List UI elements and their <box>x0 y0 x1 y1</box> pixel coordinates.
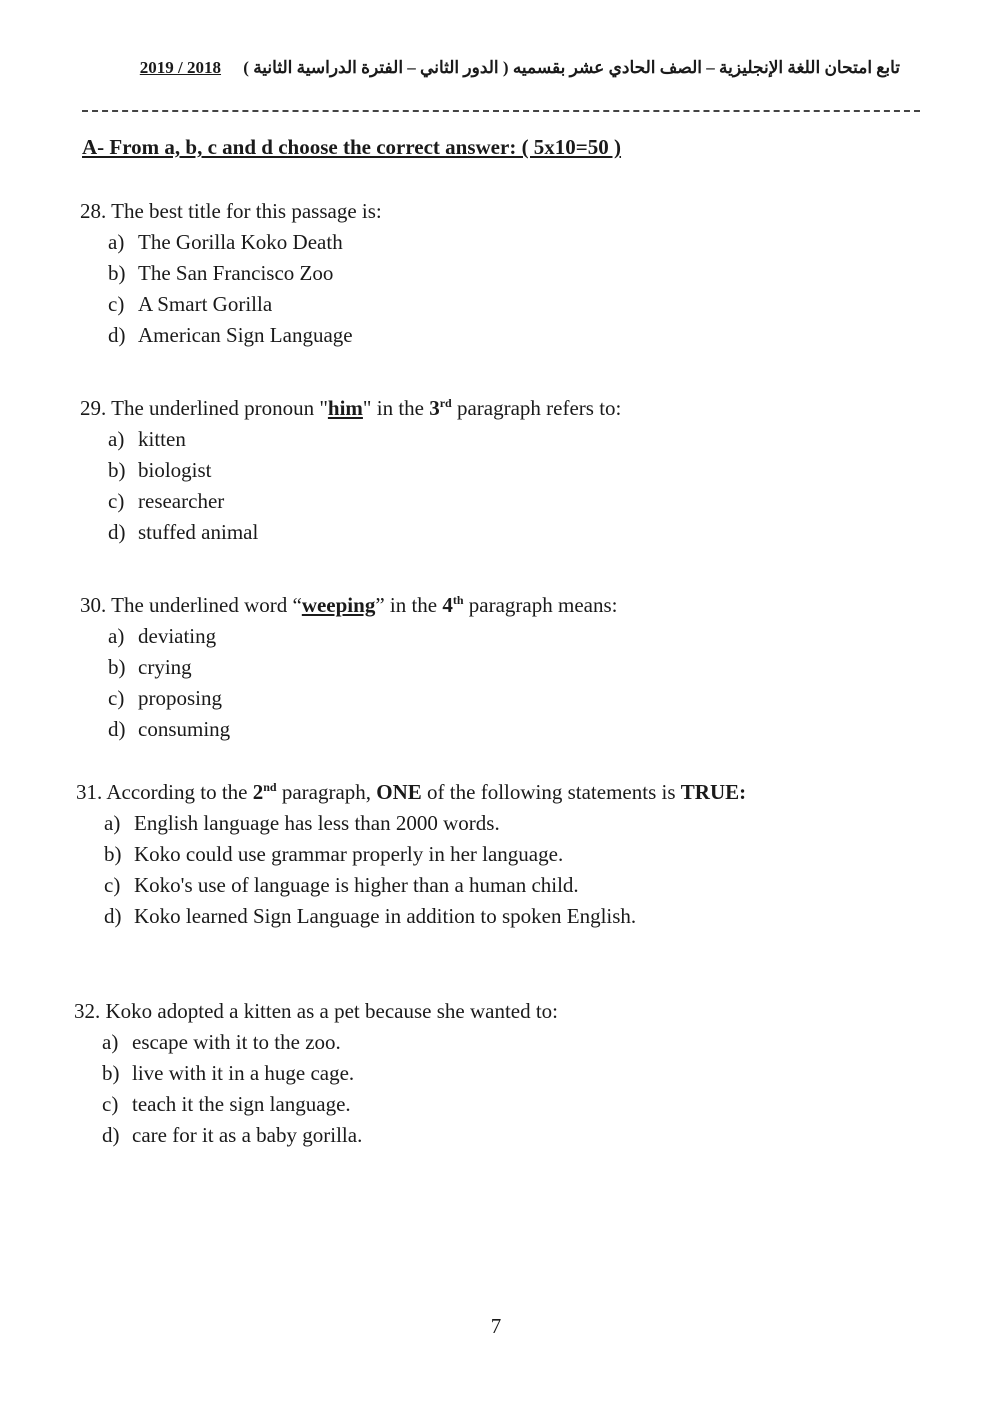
option-d: d) Koko learned Sign Language in addition to spoken English. <box>104 904 637 928</box>
question-stem: 30. The underlined word “weeping” in the 4th paragraph means: <box>80 593 618 617</box>
question-number: 32. <box>74 999 101 1023</box>
option-b: b) The San Francisco Zoo <box>108 261 334 285</box>
question-stem: 28. The best title for this passage is: <box>80 199 382 223</box>
option-a: a) The Gorilla Koko Death <box>108 230 343 254</box>
question-29 <box>80 393 621 548</box>
option-c: c) Koko's use of language is higher than a human child. <box>104 873 579 897</box>
option-d: d) stuffed animal <box>108 520 259 544</box>
question-number: 31. <box>76 780 103 804</box>
question-number: 30. <box>80 593 107 617</box>
option-a: a) kitten <box>108 427 186 451</box>
question-32 <box>74 996 558 1151</box>
section-title: A- From a, b, c and d choose the correct answer: ( 5x10=50 ) <box>82 135 622 159</box>
option-b: b) live with it in a huge cage. <box>102 1061 355 1085</box>
option-a: a) English language has less than 2000 words. <box>104 811 500 835</box>
option-b: b) Koko could use grammar properly in her language. <box>104 842 564 866</box>
header-arabic-title: تابع امتحان اللغة الإنجليزية – الصف الحادي عشر بقسميه ( الدور الثاني – الفترة الدراسية الثانية ) <box>243 58 900 77</box>
option-c: c) proposing <box>108 686 222 710</box>
question-number: 28. <box>80 199 107 223</box>
options-list <box>80 424 621 548</box>
question-number: 29. <box>80 396 107 420</box>
option-a: a) escape with it to the zoo. <box>102 1030 341 1054</box>
question-28 <box>80 196 382 351</box>
option-a: a) deviating <box>108 624 217 648</box>
option-d: d) American Sign Language <box>108 323 353 347</box>
exam-header <box>120 58 900 78</box>
question-stem: 32. Koko adopted a kitten as a pet because she wanted to: <box>74 999 559 1023</box>
options-list <box>80 227 382 351</box>
underlined-keyword: weeping <box>301 593 376 617</box>
question-30 <box>80 590 617 745</box>
options-list <box>76 808 746 932</box>
question-31 <box>76 777 746 932</box>
question-stem: 31. According to the 2nd paragraph, ONE of the following statements is TRUE: <box>76 780 747 804</box>
header-divider <box>82 110 920 112</box>
options-list <box>80 621 617 745</box>
option-d: d) care for it as a baby gorilla. <box>102 1123 363 1147</box>
page-number: 7 <box>490 1314 502 1338</box>
option-c: c) researcher <box>108 489 225 513</box>
option-d: d) consuming <box>108 717 231 741</box>
option-c: c) A Smart Gorilla <box>108 292 273 316</box>
options-list <box>74 1027 558 1151</box>
option-b: b) crying <box>108 655 192 679</box>
underlined-keyword: him <box>327 396 363 420</box>
option-b: b) biologist <box>108 458 212 482</box>
question-stem: 29. The underlined pronoun "him" in the 3rd paragraph refers to: <box>80 396 622 420</box>
option-c: c) teach it the sign language. <box>102 1092 351 1116</box>
header-year: 2019 / 2018 <box>139 58 222 77</box>
